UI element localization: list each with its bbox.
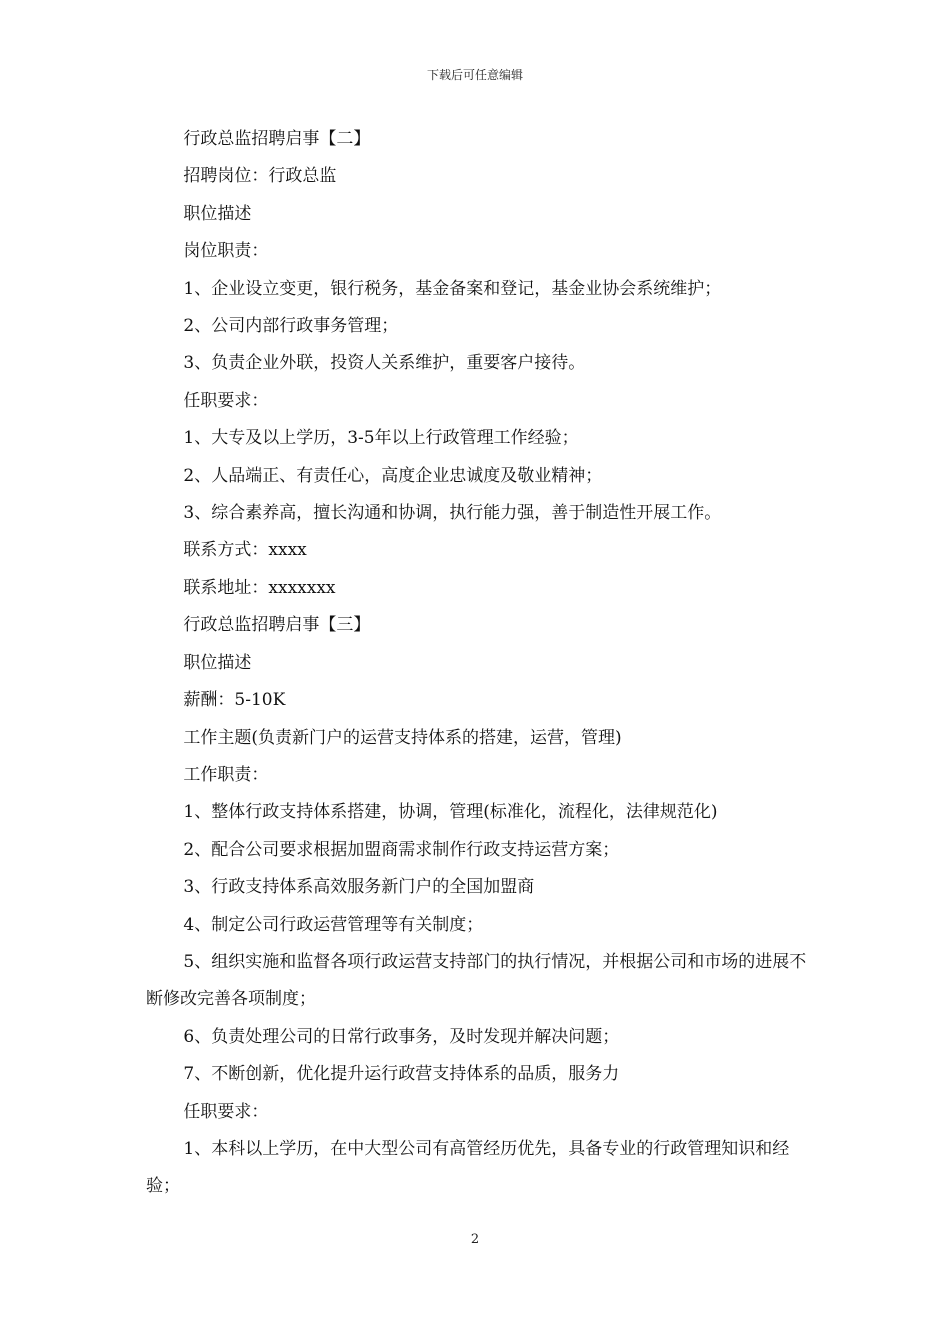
list-item: 6、负责处理公司的日常行政事务，及时发现并解决问题； [183, 1026, 620, 1047]
paragraph: 职位描述 [183, 652, 252, 673]
page-header-note: 下载后可任意编辑 [426, 68, 523, 82]
list-item: 7、不断创新，优化提升运行政营支持体系的品质，服务力 [183, 1064, 620, 1085]
list-item: 4、制定公司行政运营管理等有关制度； [183, 914, 484, 935]
paragraph: 联系方式：xxxx [183, 540, 307, 561]
section-title: 行政总监招聘启事【三】 [183, 615, 371, 636]
list-item: 1、整体行政支持体系搭建，协调，管理(标准化，流程化，法律规范化) [183, 802, 718, 823]
page-number: 2 [470, 1232, 480, 1247]
paragraph: 联系地址：xxxxxxx [183, 577, 336, 598]
list-item: 2、配合公司要求根据加盟商需求制作行政支持运营方案； [183, 839, 620, 860]
paragraph: 工作主题(负责新门户的运营支持体系的搭建，运营，管理) [183, 727, 622, 748]
list-item: 3、负责企业外联，投资人关系维护，重要客户接待。 [183, 353, 586, 374]
list-item: 2、公司内部行政事务管理； [183, 316, 399, 337]
list-item: 5、组织实施和监督各项行政运营支持部门的执行情况，并根据公司和市场的进展不断修改完善各项制度； [146, 951, 807, 1010]
list-item: 1、企业设立变更，银行税务，基金备案和登记，基金业协会系统维护； [183, 278, 722, 299]
paragraph: 职位描述 [183, 203, 252, 224]
paragraph: 工作职责： [183, 764, 269, 785]
paragraph: 招聘岗位：行政总监 [183, 166, 337, 187]
list-item: 2、人品端正、有责任心，高度企业忠诚度及敬业精神； [183, 465, 603, 486]
list-item: 3、行政支持体系高效服务新门户的全国加盟商 [183, 877, 535, 898]
paragraph: 任职要求： [183, 1101, 269, 1122]
list-item: 3、综合素养高，擅长沟通和协调，执行能力强，善于制造性开展工作。 [183, 503, 722, 524]
document-body [146, 121, 814, 1206]
section-title: 行政总监招聘启事【二】 [183, 129, 371, 149]
paragraph: 岗位职责： [183, 241, 269, 262]
paragraph: 任职要求： [183, 390, 269, 411]
paragraph: 薪酬：5-10K [183, 690, 286, 711]
list-item: 1、大专及以上学历，3-5年以上行政管理工作经验； [183, 428, 579, 449]
list-item: 1、本科以上学历，在中大型公司有高管经历优先，具备专业的行政管理知识和经验； [146, 1138, 790, 1197]
